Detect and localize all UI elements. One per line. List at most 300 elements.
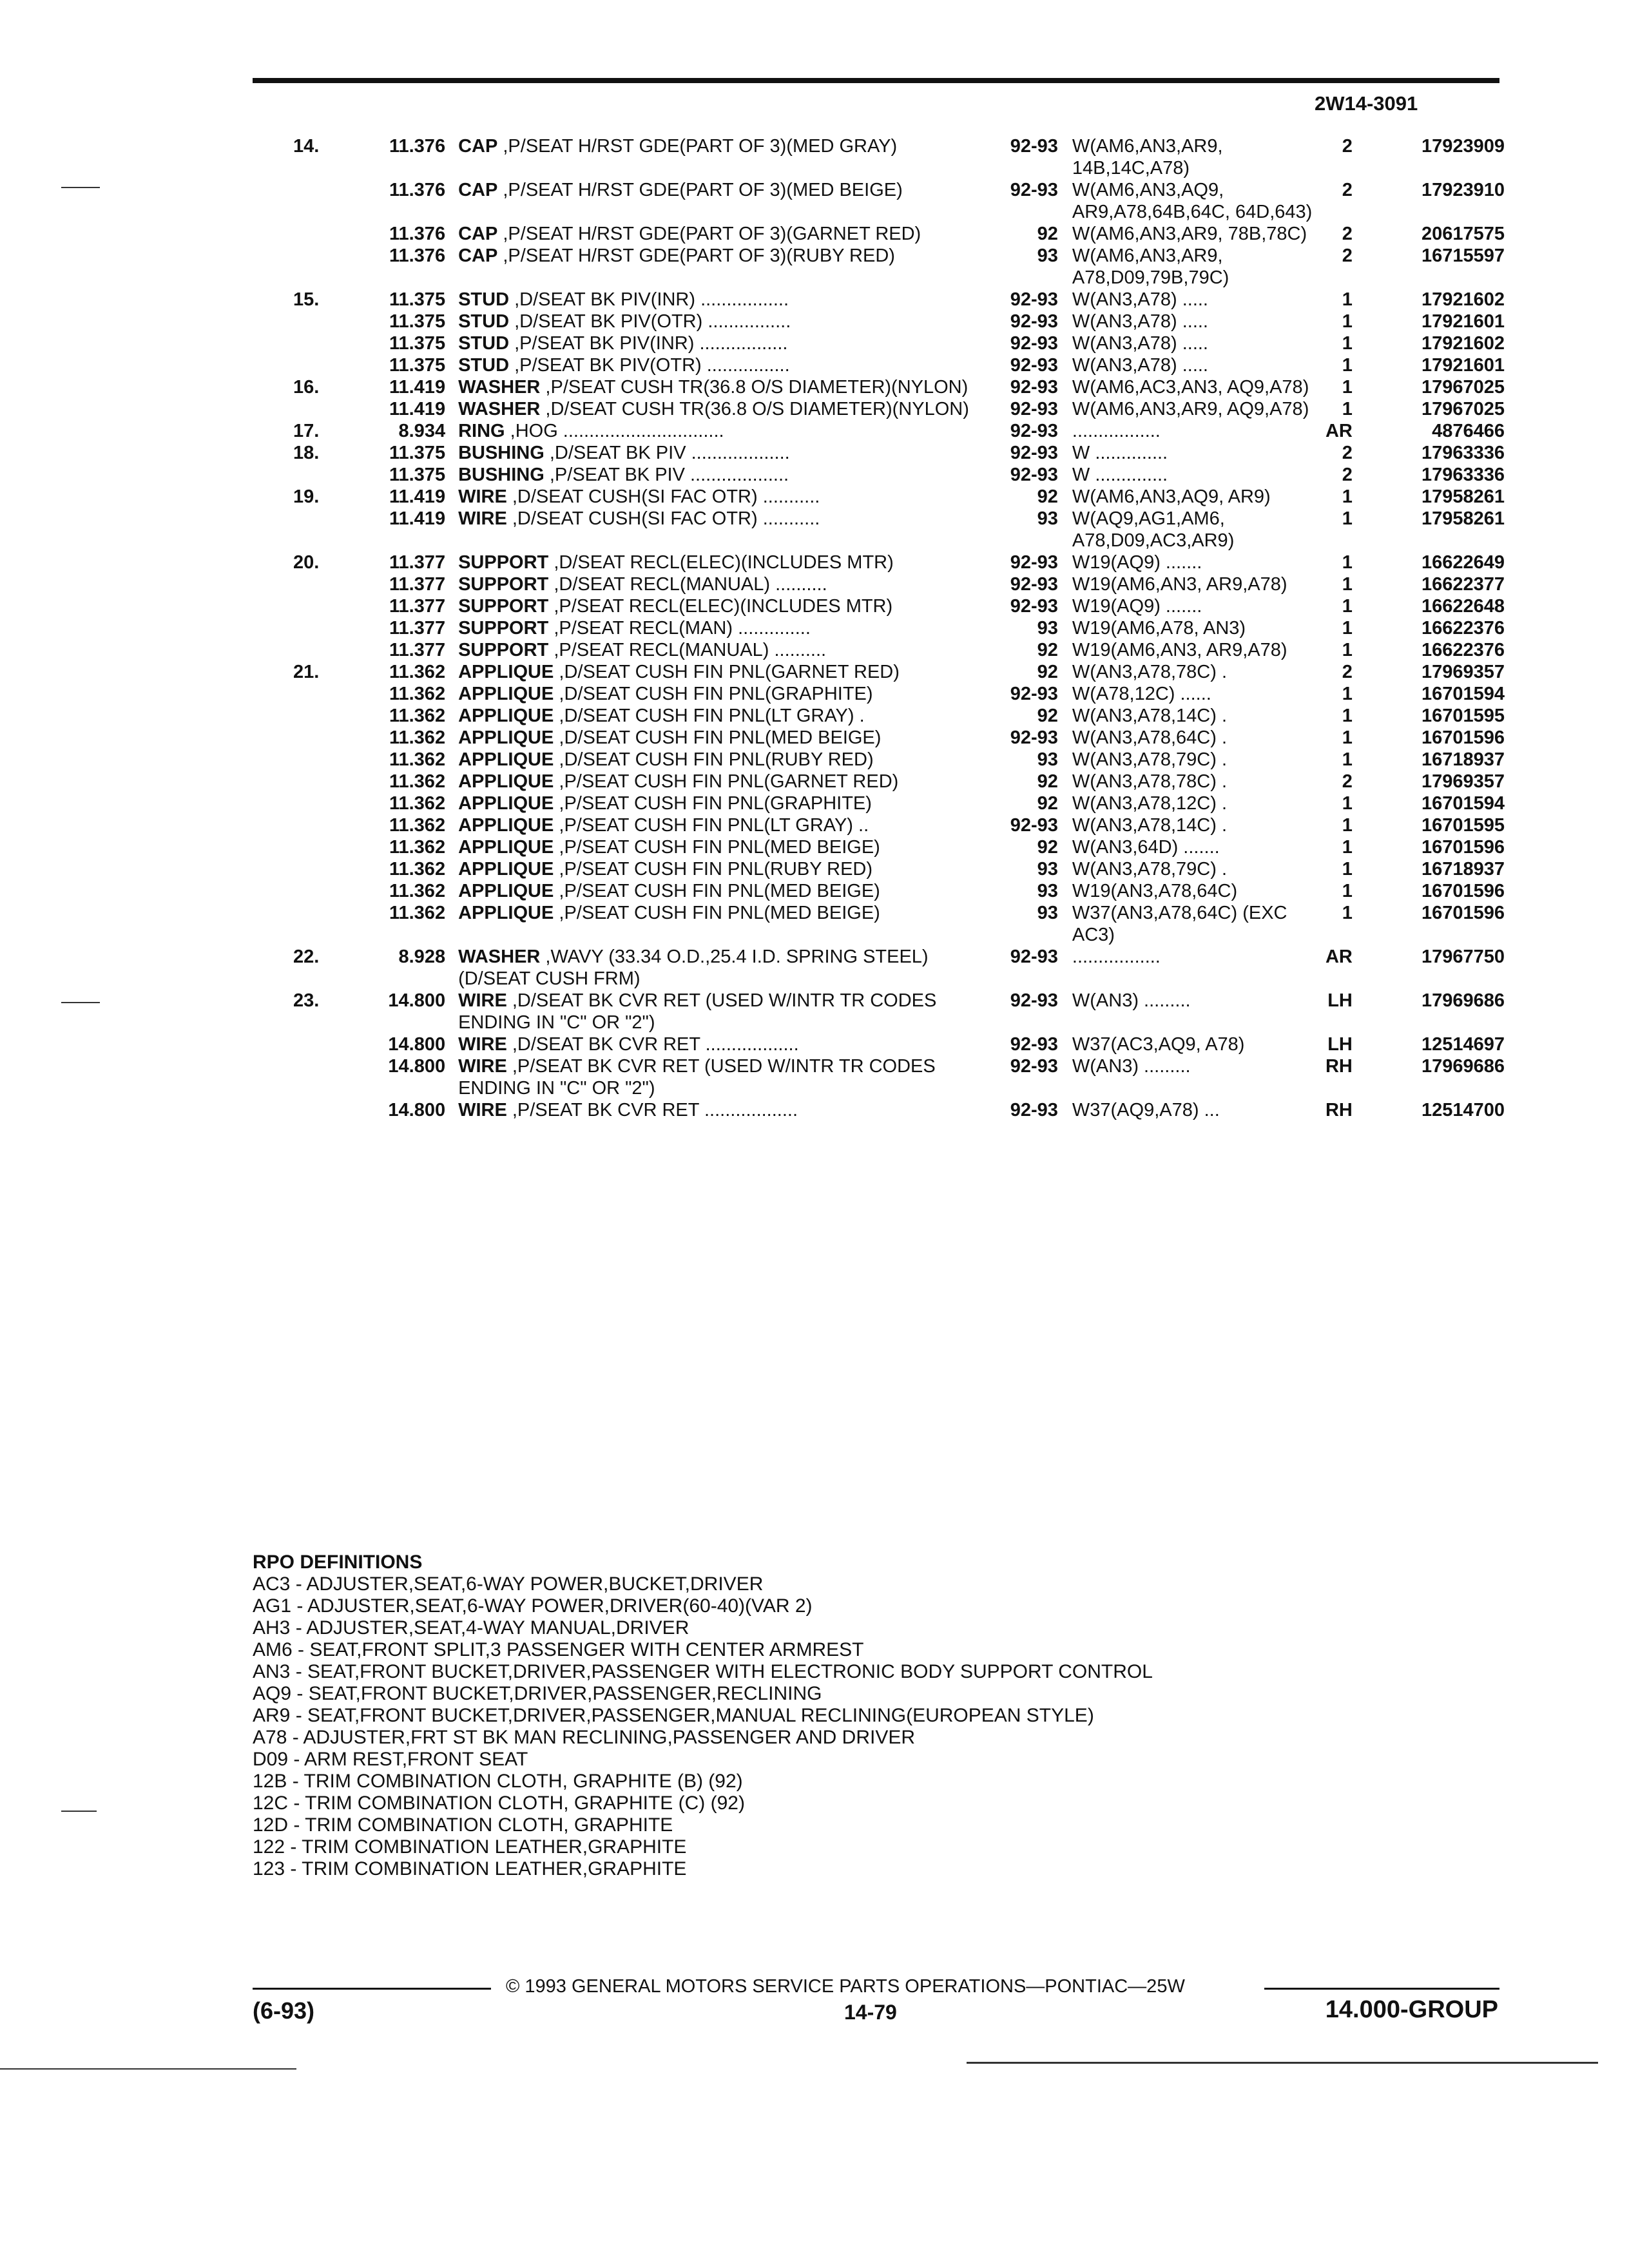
part-number: 17923910 [1421, 180, 1505, 200]
group-number: 11.362 [389, 881, 446, 901]
model-year: 92-93 [1010, 815, 1058, 836]
part-description [458, 464, 981, 486]
table-row [293, 376, 1505, 398]
quantity: 1 [1342, 333, 1353, 354]
model-year: 92-93 [1010, 1100, 1058, 1120]
table-row [293, 289, 1505, 311]
part-detail: ,HOG ............................... [505, 421, 724, 441]
rpo-line: AN3 - SEAT,FRONT BUCKET,DRIVER,PASSENGER WITH ELECTRONIC BODY SUPPORT CONTROL [253, 1661, 1153, 1682]
item-number [293, 771, 369, 793]
model-year: 92-93 [1010, 355, 1058, 376]
part-detail: ,P/SEAT H/RST GDE(PART OF 3)(MED BEIGE) [497, 180, 903, 200]
quantity: 1 [1342, 574, 1353, 595]
group-name: 14.000-GROUP [1325, 1996, 1498, 2023]
table-row [293, 727, 1505, 749]
application: W19(AN3,A78,64C) [1072, 881, 1238, 901]
table-row [293, 573, 1505, 595]
application: W(AM6,AC3,AN3, AQ9,A78) [1072, 377, 1309, 398]
part-number: 16701596 [1421, 837, 1505, 858]
part-description [458, 858, 981, 880]
quantity: 1 [1342, 377, 1353, 398]
part-description [458, 617, 981, 639]
group-number: 11.362 [389, 903, 446, 923]
quantity: 1 [1342, 596, 1353, 617]
part-description [458, 332, 981, 354]
part-name: CAP [458, 224, 498, 244]
application: W .............. [1072, 443, 1168, 463]
part-description [458, 880, 981, 902]
part-detail: ,P/SEAT BK CVR RET (USED W/INTR TR CODES ENDING IN "C" OR "2") [458, 1056, 936, 1099]
quantity: 2 [1342, 180, 1353, 200]
item-number: 22. [293, 947, 320, 967]
group-number: 8.934 [398, 421, 446, 441]
part-number: 16622376 [1421, 618, 1505, 639]
group-number: 11.362 [389, 859, 446, 879]
item-number [293, 508, 369, 552]
table-row [293, 661, 1505, 683]
part-detail: ,D/SEAT BK PIV ................... [544, 443, 790, 463]
model-year: 92-93 [1010, 727, 1058, 748]
model-year: 92-93 [1010, 180, 1058, 200]
group-number: 11.375 [389, 311, 446, 332]
part-description [458, 814, 981, 836]
rpo-line: 12B - TRIM COMBINATION CLOTH, GRAPHITE (B) (92) [253, 1771, 743, 1792]
quantity: 1 [1342, 486, 1353, 507]
model-year: 92-93 [1010, 1056, 1058, 1077]
rpo-line: 12C - TRIM COMBINATION CLOTH, GRAPHITE (C) (92) [253, 1792, 745, 1814]
part-name: APPLIQUE [458, 749, 554, 770]
item-number [293, 595, 369, 617]
footer-rule-left [253, 1988, 491, 1990]
application: W .............. [1072, 465, 1168, 485]
group-number: 11.362 [389, 706, 446, 726]
item-number: 17. [293, 421, 320, 441]
part-detail: ,D/SEAT CUSH TR(36.8 O/S DIAMETER)(NYLON) [540, 399, 969, 419]
quantity: 1 [1342, 815, 1353, 836]
application: W37(AN3,A78,64C) (EXC AC3) [1072, 903, 1287, 945]
quantity: 1 [1342, 684, 1353, 704]
application: W(AN3,A78,14C) . [1072, 815, 1228, 836]
rpo-title: RPO DEFINITIONS [253, 1552, 423, 1573]
part-description [458, 245, 981, 289]
part-name: RING [458, 421, 505, 441]
model-year: 92-93 [1010, 465, 1058, 485]
quantity: 2 [1342, 465, 1353, 485]
part-detail: ,P/SEAT CUSH TR(36.8 O/S DIAMETER)(NYLON) [540, 377, 969, 398]
model-year: 93 [1037, 749, 1058, 770]
item-number: 15. [293, 289, 320, 310]
group-number: 11.419 [389, 508, 446, 529]
group-number: 14.800 [388, 990, 446, 1011]
quantity: 1 [1342, 355, 1353, 376]
rpo-lines [253, 1573, 1153, 1880]
quantity: 1 [1342, 508, 1353, 529]
part-number: 17969686 [1421, 1056, 1505, 1077]
application: W(AN3) ......... [1072, 990, 1191, 1011]
part-number: 16718937 [1421, 749, 1505, 770]
part-description [458, 946, 981, 990]
part-description [458, 661, 981, 683]
part-description [458, 135, 981, 179]
application: W(AM6,AN3,AQ9, AR9) [1072, 486, 1271, 507]
model-year: 92-93 [1010, 421, 1058, 441]
part-name: WASHER [458, 947, 541, 967]
part-name: CAP [458, 245, 498, 266]
model-year: 92 [1037, 706, 1058, 726]
item-number [293, 223, 369, 245]
part-detail: ,P/SEAT RECL(MANUAL) .......... [548, 640, 827, 660]
part-detail: ,P/SEAT BK PIV ................... [544, 465, 789, 485]
rpo-line: D09 - ARM REST,FRONT SEAT [253, 1749, 528, 1770]
part-name: STUD [458, 355, 510, 376]
group-number: 11.377 [389, 552, 446, 573]
rpo-line: 122 - TRIM COMBINATION LEATHER,GRAPHITE [253, 1836, 687, 1858]
application: W(AN3,A78) ..... [1072, 333, 1208, 354]
part-name: WASHER [458, 377, 541, 398]
item-number [293, 814, 369, 836]
part-detail: ,P/SEAT CUSH FIN PNL(RUBY RED) [554, 859, 873, 879]
scan-mark [0, 2068, 296, 2070]
item-number [293, 245, 369, 289]
group-number: 11.419 [389, 486, 446, 507]
quantity: 1 [1342, 618, 1353, 639]
part-detail: ,P/SEAT BK PIV(OTR) ................ [509, 355, 790, 376]
group-number: 11.377 [389, 596, 446, 617]
table-row [293, 332, 1505, 354]
application: W(AN3,A78,64C) . [1072, 727, 1228, 748]
part-number: 16701595 [1421, 706, 1505, 726]
part-number: 16701596 [1421, 727, 1505, 748]
item-number [293, 902, 369, 946]
item-number [293, 880, 369, 902]
table-row [293, 508, 1505, 552]
part-description [458, 420, 981, 442]
item-number: 20. [293, 552, 320, 573]
table-row [293, 442, 1505, 464]
part-detail: ,D/SEAT CUSH FIN PNL(MED BEIGE) [554, 727, 882, 748]
item-number [293, 179, 369, 223]
application: W(AN3,A78,78C) . [1072, 771, 1228, 792]
group-number: 11.375 [389, 355, 446, 376]
part-description [458, 749, 981, 771]
application: W(AN3,A78) ..... [1072, 355, 1208, 376]
group-number: 11.376 [389, 136, 446, 157]
application: W(AN3,64D) ....... [1072, 837, 1220, 858]
part-number: 17963336 [1421, 443, 1505, 463]
application: W(AN3,A78,12C) . [1072, 793, 1228, 814]
footer-rule-right [1264, 1988, 1499, 1990]
quantity: 1 [1342, 859, 1353, 879]
item-number [293, 1099, 369, 1121]
rpo-line: AM6 - SEAT,FRONT SPLIT,3 PASSENGER WITH CENTER ARMREST [253, 1639, 864, 1660]
group-number: 11.362 [389, 662, 446, 682]
item-number [293, 464, 369, 486]
application: ................. [1072, 421, 1161, 441]
rpo-line: AH3 - ADJUSTER,SEAT,4-WAY MANUAL,DRIVER [253, 1617, 689, 1639]
model-year: 93 [1037, 859, 1058, 879]
part-number: 16622377 [1421, 574, 1505, 595]
part-number: 16701594 [1421, 684, 1505, 704]
parts-body [293, 135, 1505, 1121]
item-number: 21. [293, 662, 320, 682]
group-number: 8.928 [398, 947, 446, 967]
table-row [293, 705, 1505, 727]
part-number: 17921601 [1421, 311, 1505, 332]
model-year: 92-93 [1010, 596, 1058, 617]
model-year: 92 [1037, 771, 1058, 792]
table-row [293, 464, 1505, 486]
part-description [458, 508, 981, 552]
date-code: (6-93) [253, 1997, 315, 2024]
scan-mark [61, 1811, 97, 1812]
part-name: WASHER [458, 399, 541, 419]
model-year: 92-93 [1010, 1034, 1058, 1055]
part-name: APPLIQUE [458, 837, 554, 858]
model-year: 92 [1037, 793, 1058, 814]
part-detail: ,P/SEAT RECL(MAN) .............. [548, 618, 811, 639]
group-number: 11.362 [389, 727, 446, 748]
model-year: 93 [1037, 618, 1058, 639]
part-name: APPLIQUE [458, 706, 554, 726]
part-number: 16701596 [1421, 903, 1505, 923]
application: ................. [1072, 947, 1161, 967]
part-description [458, 639, 981, 661]
part-description [458, 990, 981, 1033]
part-detail: ,P/SEAT H/RST GDE(PART OF 3)(GARNET RED) [497, 224, 921, 244]
part-detail: ,P/SEAT CUSH FIN PNL(GRAPHITE) [554, 793, 872, 814]
rpo-definitions [253, 1552, 1153, 1880]
part-number: 17967025 [1421, 377, 1505, 398]
group-number: 11.375 [389, 333, 446, 354]
part-description [458, 705, 981, 727]
group-number: 11.376 [389, 224, 446, 244]
item-number [293, 311, 369, 332]
table-row [293, 179, 1505, 223]
quantity: 1 [1342, 289, 1353, 310]
table-row [293, 595, 1505, 617]
part-description [458, 552, 981, 573]
item-number [293, 749, 369, 771]
part-number: 12514697 [1421, 1034, 1505, 1055]
group-number: 11.375 [389, 289, 446, 310]
model-year: 93 [1037, 508, 1058, 529]
part-number: 16701595 [1421, 815, 1505, 836]
part-name: APPLIQUE [458, 793, 554, 814]
rpo-line: A78 - ADJUSTER,FRT ST BK MAN RECLINING,PASSENGER AND DRIVER [253, 1727, 916, 1748]
doc-code: 2W14-3091 [1315, 92, 1418, 115]
table-row [293, 749, 1505, 771]
part-name: CAP [458, 180, 498, 200]
quantity: 1 [1342, 749, 1353, 770]
quantity: 1 [1342, 311, 1353, 332]
part-name: APPLIQUE [458, 684, 554, 704]
part-name: WIRE [458, 990, 507, 1011]
part-number: 16718937 [1421, 859, 1505, 879]
part-detail: ,P/SEAT CUSH FIN PNL(LT GRAY) .. [554, 815, 869, 836]
quantity: RH [1325, 1056, 1353, 1077]
application: W(AM6,AN3,AR9, A78,D09,79B,79C) [1072, 245, 1229, 288]
table-row [293, 223, 1505, 245]
application: W(AQ9,AG1,AM6, A78,D09,AC3,AR9) [1072, 508, 1235, 551]
group-number: 14.800 [388, 1100, 446, 1120]
item-number: 16. [293, 377, 320, 398]
item-number [293, 332, 369, 354]
part-description [458, 771, 981, 793]
part-name: APPLIQUE [458, 662, 554, 682]
quantity: 2 [1342, 245, 1353, 266]
model-year: 92-93 [1010, 552, 1058, 573]
table-row [293, 245, 1505, 289]
group-number: 11.362 [389, 837, 446, 858]
part-detail: ,P/SEAT CUSH FIN PNL(MED BEIGE) [554, 903, 880, 923]
item-number: 18. [293, 443, 320, 463]
table-row [293, 814, 1505, 836]
item-number [293, 573, 369, 595]
model-year: 92-93 [1010, 289, 1058, 310]
group-number: 11.377 [389, 618, 446, 639]
quantity: 1 [1342, 640, 1353, 660]
part-number: 17963336 [1421, 465, 1505, 485]
model-year: 92-93 [1010, 136, 1058, 157]
part-description [458, 376, 981, 398]
part-description [458, 289, 981, 311]
rpo-line: AG1 - ADJUSTER,SEAT,6-WAY POWER,DRIVER(60-40)(VAR 2) [253, 1595, 813, 1617]
part-description [458, 1055, 981, 1099]
application: W19(AQ9) ....... [1072, 596, 1202, 617]
part-description [458, 836, 981, 858]
part-detail: ,P/SEAT CUSH FIN PNL(MED BEIGE) [554, 881, 880, 901]
part-name: WIRE [458, 1034, 507, 1055]
group-number: 11.362 [389, 684, 446, 704]
application: W(AN3,A78) ..... [1072, 311, 1208, 332]
quantity: 1 [1342, 903, 1353, 923]
application: W19(AQ9) ....... [1072, 552, 1202, 573]
group-number: 11.375 [389, 465, 446, 485]
table-row [293, 990, 1505, 1033]
model-year: 92-93 [1010, 333, 1058, 354]
part-description [458, 595, 981, 617]
part-name: SUPPORT [458, 596, 549, 617]
model-year: 92-93 [1010, 311, 1058, 332]
group-number: 11.419 [389, 377, 446, 398]
table-row [293, 858, 1505, 880]
quantity: LH [1327, 990, 1353, 1011]
model-year: 92 [1037, 486, 1058, 507]
part-name: SUPPORT [458, 574, 549, 595]
part-detail: ,D/SEAT CUSH(SI FAC OTR) ........... [506, 486, 820, 507]
table-row [293, 311, 1505, 332]
part-detail: ,P/SEAT BK PIV(INR) ................. [509, 333, 788, 354]
quantity: RH [1325, 1100, 1353, 1120]
part-name: WIRE [458, 508, 507, 529]
table-row [293, 354, 1505, 376]
part-number: 16622376 [1421, 640, 1505, 660]
quantity: AR [1325, 947, 1353, 967]
part-name: STUD [458, 333, 510, 354]
table-row [293, 1055, 1505, 1099]
part-description [458, 1099, 981, 1121]
part-detail: ,D/SEAT CUSH FIN PNL(RUBY RED) [554, 749, 874, 770]
part-name: SUPPORT [458, 640, 549, 660]
rpo-line: AC3 - ADJUSTER,SEAT,6-WAY POWER,BUCKET,DRIVER [253, 1573, 764, 1595]
part-description [458, 179, 981, 223]
part-number: 16622649 [1421, 552, 1505, 573]
part-detail: ,D/SEAT BK PIV(INR) ................. [509, 289, 789, 310]
quantity: 1 [1342, 399, 1353, 419]
part-number: 16622648 [1421, 596, 1505, 617]
part-detail: ,D/SEAT CUSH FIN PNL(LT GRAY) . [554, 706, 865, 726]
quantity: AR [1325, 421, 1353, 441]
group-number: 11.376 [389, 245, 446, 266]
part-name: APPLIQUE [458, 903, 554, 923]
item-number: 23. [293, 990, 320, 1011]
table-row [293, 683, 1505, 705]
part-name: SUPPORT [458, 552, 549, 573]
quantity: 1 [1342, 706, 1353, 726]
group-number: 14.800 [388, 1056, 446, 1077]
part-description [458, 442, 981, 464]
quantity: LH [1327, 1034, 1353, 1055]
table-row [293, 902, 1505, 946]
part-description [458, 223, 981, 245]
part-name: APPLIQUE [458, 727, 554, 748]
application: W(A78,12C) ...... [1072, 684, 1211, 704]
part-description [458, 573, 981, 595]
part-name: STUD [458, 289, 510, 310]
part-description [458, 486, 981, 508]
model-year: 92 [1037, 662, 1058, 682]
item-number: 14. [293, 136, 320, 157]
group-number: 11.362 [389, 771, 446, 792]
model-year: 92-93 [1010, 574, 1058, 595]
table-row [293, 836, 1505, 858]
quantity: 1 [1342, 727, 1353, 748]
rpo-line: 123 - TRIM COMBINATION LEATHER,GRAPHITE [253, 1858, 687, 1879]
part-detail: ,D/SEAT RECL(ELEC)(INCLUDES MTR) [548, 552, 894, 573]
item-number [293, 858, 369, 880]
item-number [293, 617, 369, 639]
quantity: 2 [1342, 136, 1353, 157]
table-row [293, 771, 1505, 793]
model-year: 92-93 [1010, 684, 1058, 704]
part-name: BUSHING [458, 443, 545, 463]
group-number: 11.376 [389, 180, 446, 200]
model-year: 93 [1037, 881, 1058, 901]
part-number: 20617575 [1421, 224, 1505, 244]
copyright-text: © 1993 GENERAL MOTORS SERVICE PARTS OPERATIONS—PONTIAC—25W [506, 1976, 1185, 1997]
part-detail: ,D/SEAT BK CVR RET (USED W/INTR TR CODES ENDING IN "C" OR "2") [458, 990, 937, 1033]
part-detail: ,P/SEAT BK CVR RET .................. [506, 1100, 798, 1120]
part-detail: ,P/SEAT H/RST GDE(PART OF 3)(MED GRAY) [497, 136, 898, 157]
application: W(AM6,AN3,AR9, AQ9,A78) [1072, 399, 1309, 419]
item-number [293, 1055, 369, 1099]
model-year: 92-93 [1010, 990, 1058, 1011]
table-row [293, 1033, 1505, 1055]
group-number: 11.362 [389, 793, 446, 814]
group-number: 11.377 [389, 640, 446, 660]
part-number: 16701596 [1421, 881, 1505, 901]
part-name: STUD [458, 311, 510, 332]
part-detail: ,D/SEAT BK CVR RET .................. [506, 1034, 799, 1055]
model-year: 93 [1037, 903, 1058, 923]
part-number: 16715597 [1421, 245, 1505, 266]
application: W(AM6,AN3,AR9, 78B,78C) [1072, 224, 1307, 244]
table-row [293, 398, 1505, 420]
part-name: CAP [458, 136, 498, 157]
group-number: 11.419 [389, 399, 446, 419]
rpo-line: 12D - TRIM COMBINATION CLOTH, GRAPHITE [253, 1814, 673, 1836]
group-number: 14.800 [388, 1034, 446, 1055]
